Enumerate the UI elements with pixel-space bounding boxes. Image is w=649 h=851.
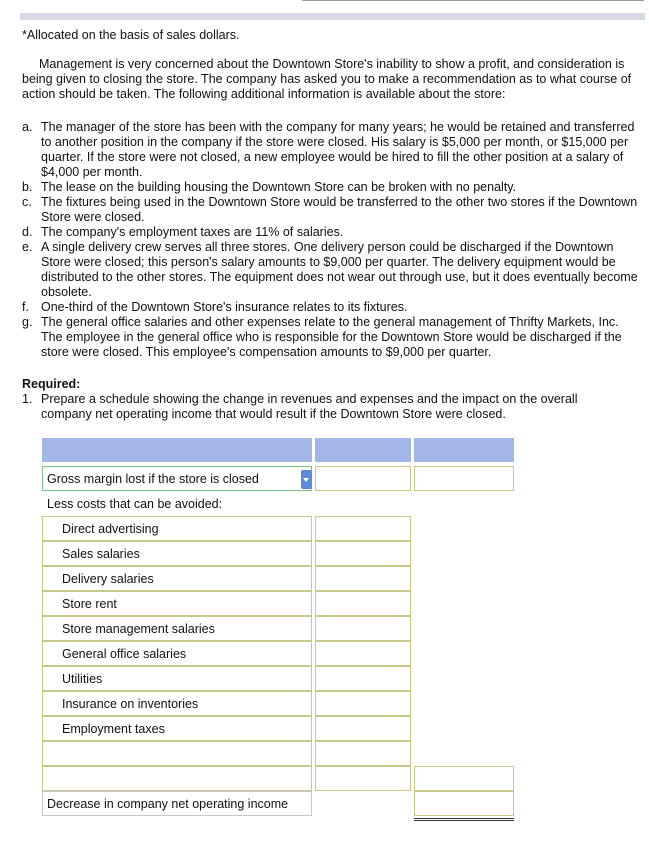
amount-input[interactable]: [414, 766, 514, 791]
header-cell-col1: [315, 438, 411, 462]
amount-input[interactable]: [414, 466, 514, 491]
list-item: e. A single delivery crew serves all three stores. One delivery person could be discharged if the Downtown Store were closed; this person's salary amounts to $9,000 per quarter. The delivery equipment would be distributed to the other stores. The equipment does not wear out through use, but it does eventually become obsolete.: [22, 240, 638, 299]
row-label: Insurance on inventories: [42, 691, 312, 716]
amount-input[interactable]: [315, 541, 411, 566]
amount-input[interactable]: [315, 691, 411, 716]
amount-input[interactable]: [414, 791, 514, 816]
row-label: Less costs that can be avoided:: [47, 497, 223, 511]
amount-input[interactable]: [315, 566, 411, 591]
amount-input[interactable]: [315, 616, 411, 641]
chevron-down-icon[interactable]: [301, 470, 312, 489]
intro-paragraph: Management is very concerned about the Downtown Store's inability to show a profit, and consideration is being given to closing the store. The company has asked you to make a recommendation as to what course of action should be taken. The following additional information is available about the store:: [22, 57, 632, 101]
required-item: 1. Prepare a schedule showing the change in revenues and expenses and the impact on the overall company net operating income that would result if the Downtown Store were closed.: [22, 392, 578, 421]
list-item: g. The general office salaries and other expenses relate to the general management of Thrifty Markets, Inc. The employee in the general office who is responsible for the Downtown Store would be discharged if the store were closed. This employee's compensation amounts to $9,000 per quarter.: [22, 315, 622, 359]
amount-input[interactable]: [315, 466, 411, 491]
amount-input[interactable]: [315, 766, 411, 791]
required-heading: Required:: [22, 377, 81, 391]
footnote: *Allocated on the basis of sales dollars.: [22, 28, 240, 42]
amount-input[interactable]: [315, 666, 411, 691]
list-item: d. The company's employment taxes are 11% of salaries.: [22, 225, 344, 239]
row-label: Utilities: [42, 666, 312, 691]
list-item: f. One-third of the Downtown Store's insurance relates to its fixtures.: [22, 300, 408, 314]
row-label: Store rent: [42, 591, 312, 616]
row-label: General office salaries: [42, 641, 312, 666]
row-label: [42, 766, 312, 791]
list-item: a. The manager of the store has been with the company for many years; he would be retained and transferred to another position in the company if the store were closed. His salary is $5,000 per month, or $15,000 per quarter. If the store were not closed, a new employee would be hired to fill the other position at a salary of $4,000 per month.: [22, 120, 635, 179]
amount-input[interactable]: [315, 641, 411, 666]
row-label: Sales salaries: [42, 541, 312, 566]
amount-input[interactable]: [315, 741, 411, 766]
amount-input[interactable]: [315, 591, 411, 616]
row-label: Delivery salaries: [42, 566, 312, 591]
top-bar: [20, 13, 645, 20]
list-item: c. The fixtures being used in the Downtown Store would be transferred to the other two stores if the Downtown Store were closed.: [22, 195, 638, 224]
info-list: [22, 120, 642, 360]
top-rule: [302, 0, 644, 1]
row-label: Direct advertising: [42, 516, 312, 541]
header-cell-col2: [414, 438, 514, 462]
amount-input[interactable]: [315, 716, 411, 741]
amount-input[interactable]: [315, 516, 411, 541]
row-label: [42, 741, 312, 766]
row-label: Decrease in company net operating income: [42, 791, 312, 816]
list-item: b. The lease on the building housing the Downtown Store can be broken with no penalty.: [22, 180, 517, 194]
total-double-underline: [414, 818, 514, 821]
row-label: Employment taxes: [42, 716, 312, 741]
row-label-select[interactable]: Gross margin lost if the store is closed: [42, 466, 312, 491]
row-label: Store management salaries: [42, 616, 312, 641]
schedule-table: [42, 438, 514, 820]
header-cell-label: [42, 438, 312, 462]
